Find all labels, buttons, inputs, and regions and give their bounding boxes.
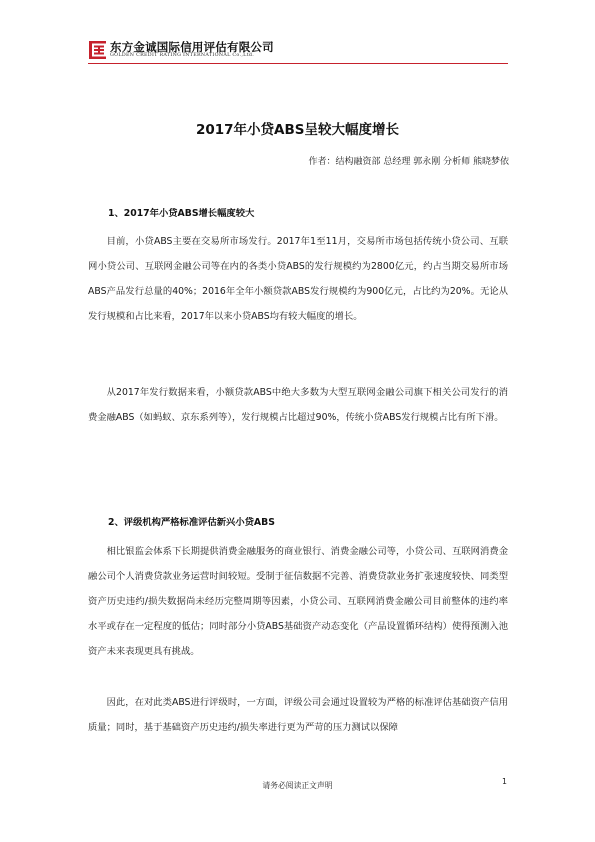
- page-header: [88, 38, 508, 62]
- author-line: 作者：结构融资部 总经理 郭永刚 分析师 熊晓梦依: [308, 157, 509, 167]
- golden-credit-logo-icon: [88, 40, 108, 60]
- body-paragraph: 因此，在对此类ABS进行评级时，一方面，评级公司会通过设置较为严格的标准评估基础资产信用质量；同时，基于基础资产历史违约/损失率进行更为严苛的压力测试以保障: [88, 697, 508, 734]
- footer-disclaimer: 请务必阅读正文声明: [262, 781, 333, 790]
- company-name-cn: 东方金诚国际信用评估有限公司: [110, 40, 274, 54]
- document-title: 2017年小贷ABS呈较大幅度增长: [195, 122, 400, 138]
- page-number: 1: [502, 777, 507, 786]
- body-paragraph: 相比银监会体系下长期提供消费金融服务的商业银行、消费金融公司等，小贷公司、互联网消费金融公司个人消费贷款业务运营时间较短。受制于征信数据不完善、消费贷款业务扩张速度较快、同类型资产历史违约/损失数据尚未经历完整周期等因素，小贷公司、互联网消费金融公司目前整体的违约率水平或存在一定程度的低估；同时部分小贷ABS基础资产动态变化（产品设置循环结构）使得预测入池资产未来表现更具有挑战。: [88, 546, 508, 658]
- section-heading: 1、2017年小贷ABS增长幅度较大: [108, 208, 255, 219]
- company-name-en: GOLDEN CREDIT RATING INTERNATIONAL Co.,Ltd.: [110, 53, 255, 58]
- header-divider: [88, 63, 508, 64]
- section-heading: 2、评级机构严格标准评估新兴小贷ABS: [108, 517, 275, 528]
- body-paragraph: 目前，小贷ABS主要在交易所市场发行。2017年1至11月，交易所市场包括传统小贷公司、互联网小贷公司、互联网金融公司等在内的各类小贷ABS的发行规模约为2800亿元，约占当期交易所市场ABS产品发行总量的40%；2016年全年小额贷款ABS发行规模约为900亿元，占比约为20%。无论从发行规模和占比来看，2017年以来小贷ABS均有较大幅度的增长。: [88, 236, 508, 323]
- body-paragraph: 从2017年发行数据来看，小额贷款ABS中绝大多数为大型互联网金融公司旗下相关公司发行的消费金融ABS（如蚂蚁、京东系列等），发行规模占比超过90%，传统小贷ABS发行规模占比有所下滑。: [88, 387, 508, 424]
